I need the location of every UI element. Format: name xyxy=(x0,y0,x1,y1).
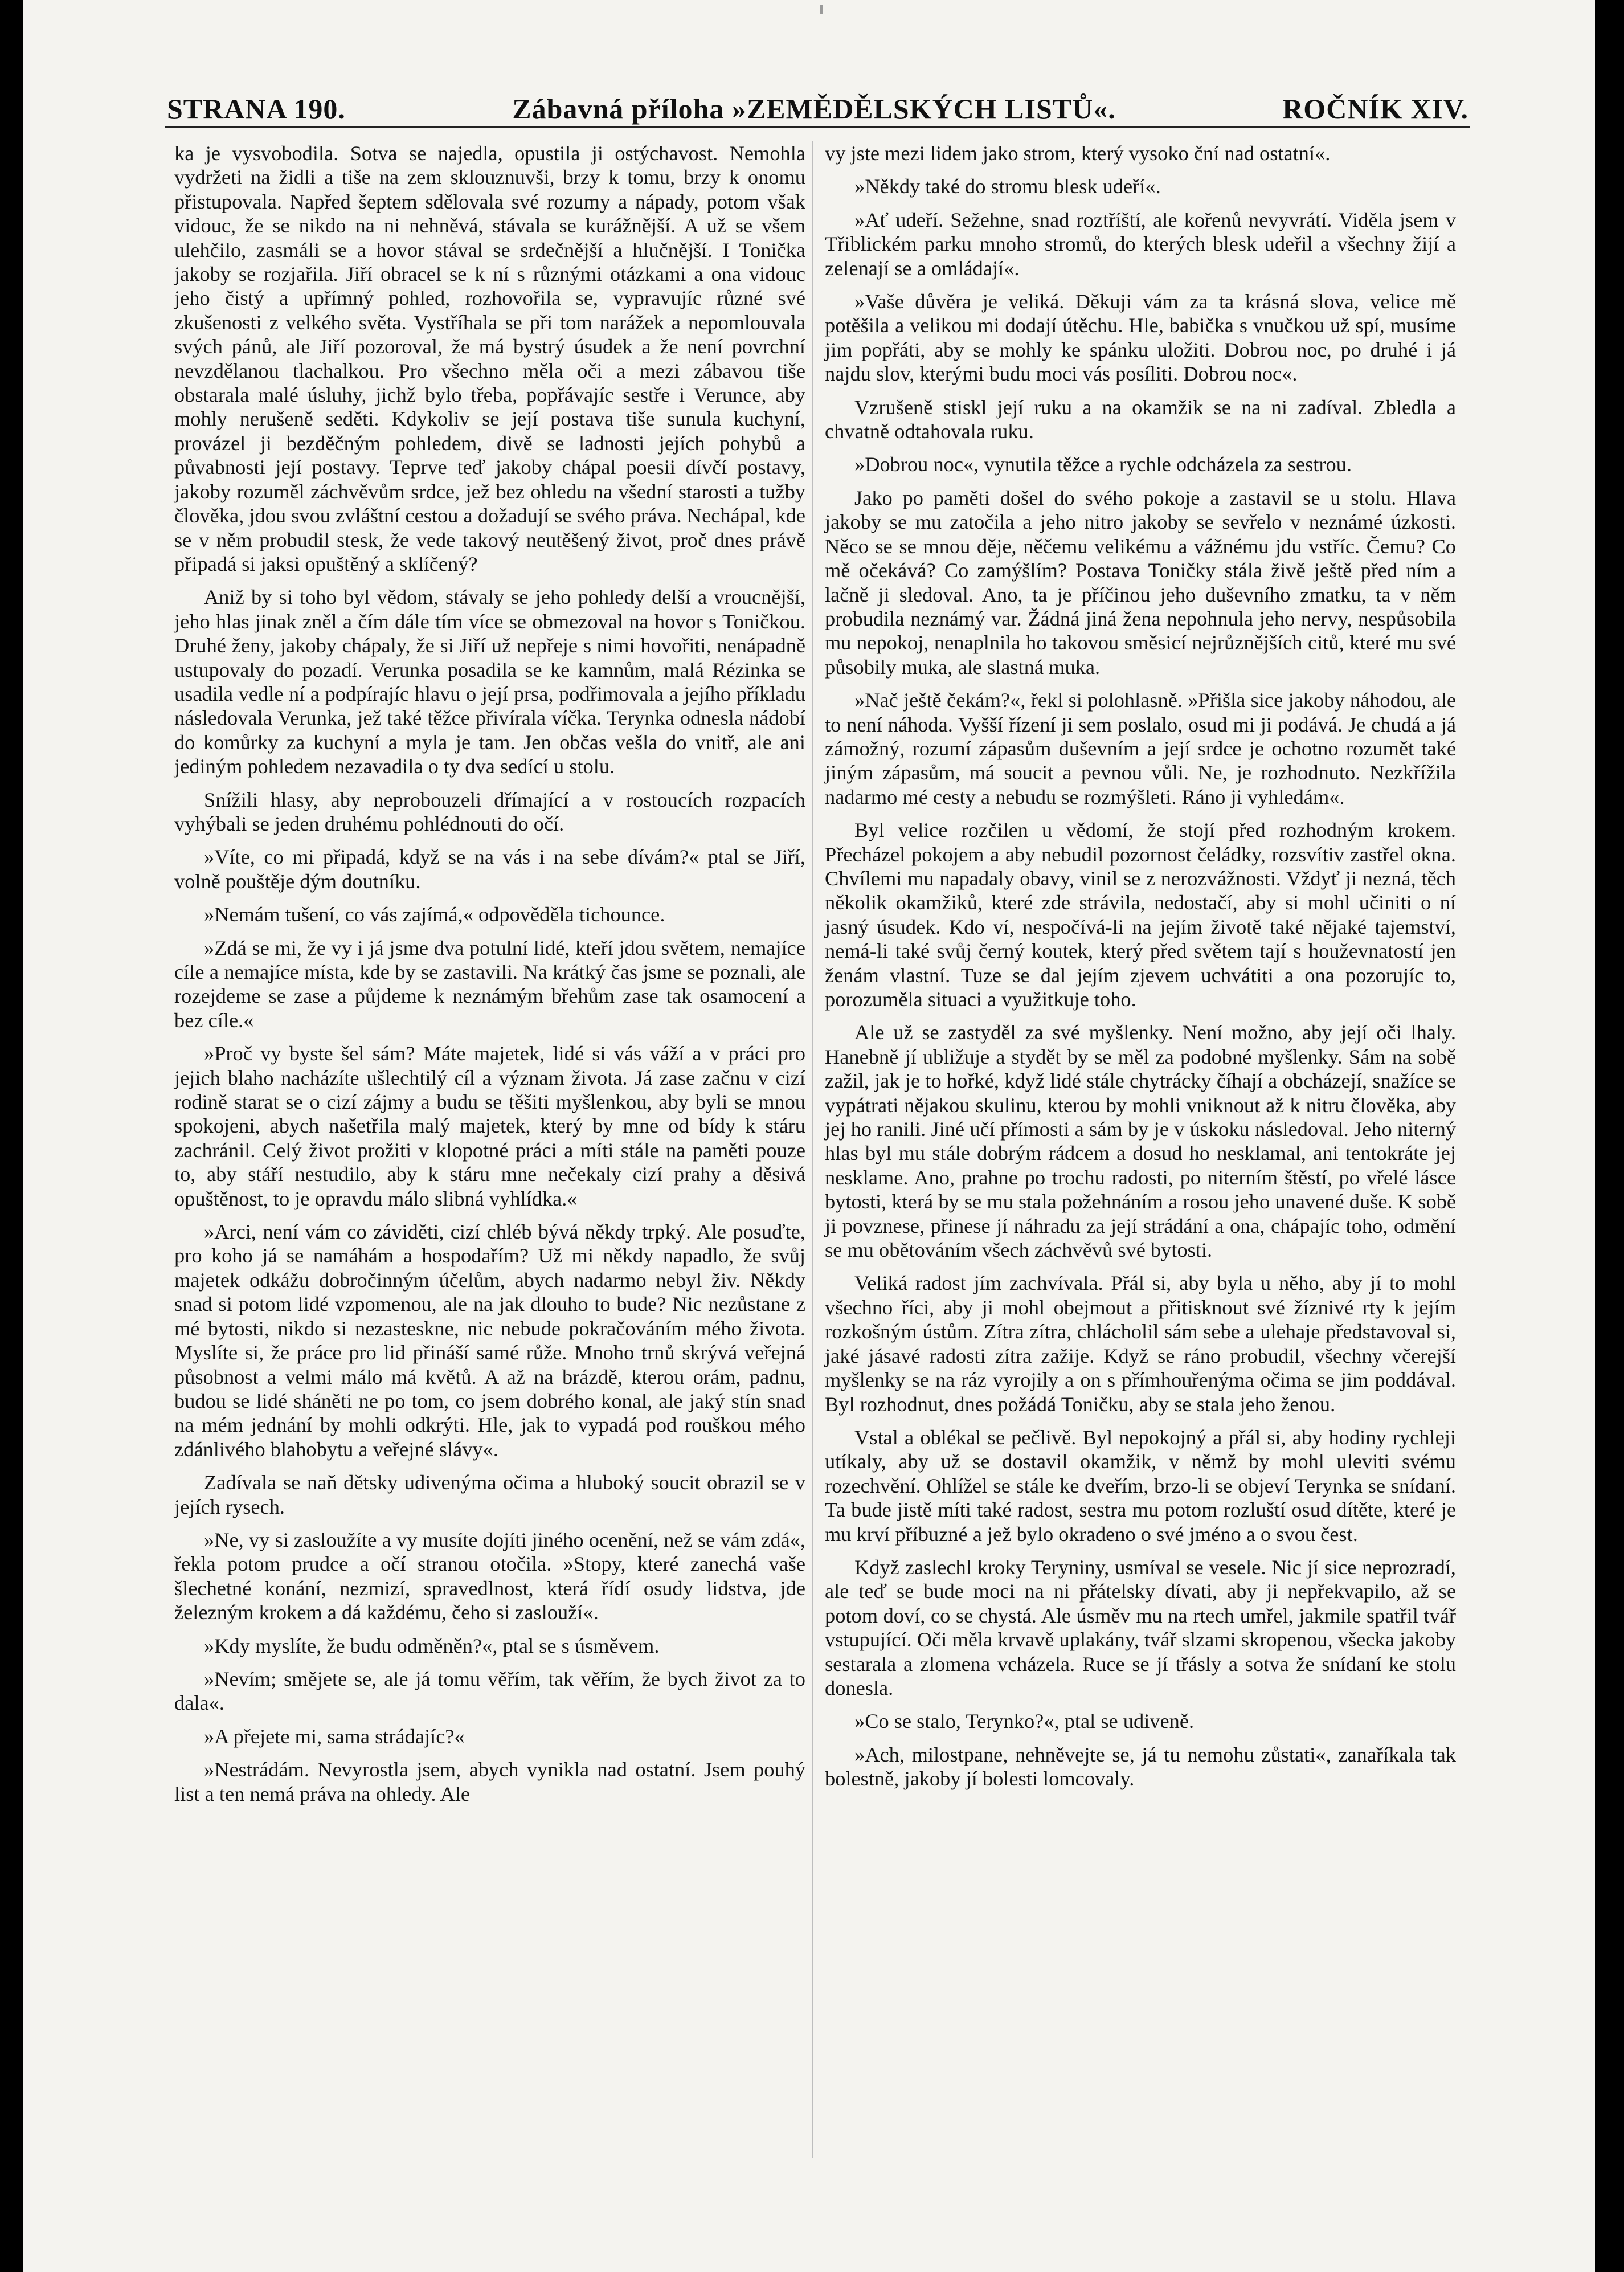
paragraph: »Vaše důvěra je veliká. Děkuji vám za ta krásná slova, velice mě potěšila a velikou mi dodají útěchu. Hle, babička s vnučkou už spí, musíme jim popřáti, aby se mohly ke spánku uložiti. Dobrou noc, po druhé i já najdu slov, kterými budu moci vás posíliti. Dobrou noc«. xyxy=(825,290,1456,386)
paragraph: Byl velice rozčilen u vědomí, že stojí před rozhodným krokem. Přecházel pokojem a aby nebudil pozornost čeládky, rozsvítiv zastřel okna. Chvílemi mu napadaly obavy, vinil se z nerozvážnosti. Vždyť ji nezná, těch několik okamžiků, které zde strávila, nedostačí, aby si mohl učiniti o ní jasný úsudek. Kdo ví, nespočívá-li na jejím životě také nějaké tajemství, nemá-li také svůj černý koutek, který před světem tají s houževnatostí jen ženám vlastní. Tuze se dal jejím zjevem uchvátiti a ona pozorujíc to, porozuměla situaci a využitkuje toho. xyxy=(825,819,1456,1011)
paragraph: ka je vysvobodila. Sotva se najedla, opustila ji ostýchavost. Nemohla vydržeti na židli a tiše na zem sklouznuvši, brzy k tomu, brzy k onomu přistupovala. Napřed šeptem sdělovala své rozumy a nápady, potom však vidouc, že se nikdo na ni nehněvá, stávala se kurážnější. A už se všem ulehčilo, zasmáli se a hovor stával se srdečnější a hlučnější. I Tonička jakoby se rozjařila. Jiří obracel se k ní s různými otázkami a ona vidouc jeho čistý a upřímný pohled, rozhovořila se, vypravujíc různé své zkušenosti z velkého světa. Vystříhala se při tom narážek a nepomlouvala svých pánů, ale Jiří pozoroval, že má bystrý úsudek a že není povrchní nevzdělanou tlachalkou. Pro všechno měla oči a mezi zábavou tiše obstarala malé úsluhy, jichž bylo třeba, popřávajíc sestře i Verunce, aby mohly nerušeně seděti. Kdykoliv se její postava tiše sunula kuchyní, provázel ji bezděčným pohledem, divě se ladnosti jejích pohybů a půvabnosti její postavy. Teprve teď jakoby chápal poesii dívčí postavy, jakoby rozuměl záchvěvům srdce, jež bez ohledu na všední starosti a tužby člověka, jdou svou zvláštní cestou a dožadují se svého práva. Nechápal, kde se v něm probudil stesk, že vede takový neutěšený život, proč dnes právě připadá si jaksi opuštěný a sklíčený? xyxy=(174,142,805,575)
paragraph: »Někdy také do stromu blesk udeří«. xyxy=(854,175,1161,198)
header-rule xyxy=(165,126,1470,128)
paragraph: »A přejete mi, sama strádajíc?« xyxy=(204,1725,465,1748)
paragraph: »Víte, co mi připadá, když se na vás i na sebe dívám?« ptal se Jiří, volně pouštěje dým doutníku. xyxy=(174,845,805,893)
paragraph: »Nestrádám. Nevyrostla jsem, abych vynikla nad ostatní. Jsem pouhý list a ten nemá práva na ohledy. Ale xyxy=(174,1758,805,1805)
paragraph: Aniž by si toho byl vědom, stávaly se jeho pohledy delší a vroucnější, jeho hlas jinak zněl a čím dále tím více se obmezoval na hovor s Toničkou. Druhé ženy, jakoby chápaly, že si Jiří už nepřeje s nimi hovořiti, nenápadně ustupovaly do pozadí. Verunka posadila se ke kamnům, malá Rézinka se usadila vedle ní a podpírajíc hlavu o její prsa, podřimovala a jejího příkladu následovala Verunka, jež také těžce přivírala víčka. Terynka odnesla nádobí do komůrky za kuchyní a myla je tam. Jen občas vešla do vnitř, ale ani jediným pohledem nezavadila o ty dva sedící u stolu. xyxy=(174,586,805,778)
paragraph: »Dobrou noc«, vynutila těžce a rychle odcházela za sestrou. xyxy=(854,453,1352,476)
print-speck xyxy=(820,5,823,14)
running-header xyxy=(167,84,1468,125)
volume-number: ROČNÍK XIV. xyxy=(1282,93,1468,125)
left-column xyxy=(174,141,805,1815)
supplement-title: Zábavná příloha »ZEMĚDĚLSKÝCH LISTŮ«. xyxy=(512,93,1116,125)
paragraph: »Nevím; smějete se, ale já tomu věřím, tak věřím, že bych život za to dala«. xyxy=(174,1667,805,1715)
paragraph: Zadívala se naň dětsky udivenýma očima a hluboký soucit obrazil se v jejích rysech. xyxy=(174,1471,805,1518)
paragraph: vy jste mezi lidem jako strom, který vysoko ční nad ostatní«. xyxy=(825,142,1331,165)
paragraph: »Zdá se mi, že vy i já jsme dva potulní lidé, kteří jdou světem, nemajíce cíle a nemajíce místa, kde by se zastavili. Na krátký čas jsme se poznali, ale rozejdeme se zase a půjdeme k neznámým břehům zase tak osamocení a bez cíle.« xyxy=(174,936,805,1032)
paragraph: Jako po paměti došel do svého pokoje a zastavil se u stolu. Hlava jakoby se mu zatočila a jeho nitro jakoby se sevřelo v neznámé úzkosti. Něco se se mnou děje, něčemu velikému a vážnému jdu vstříc. Čemu? Co mě očekává? Co zamýšlím? Postava Toničky stála živě ještě před ním a lačně ji sledoval. Ano, ta je příčinou jeho duševního zmatku, ta v něm probudila neznámý var. Žádná jiná žena nepohnula jeho nervy, nespůsobila mu nepokoj, nenaplnila ho takovou směsicí nejrůznějších citů, které mu své působily muka, ale slastná muka. xyxy=(825,486,1456,679)
paragraph: »Nač ještě čekám?«, řekl si polohlasně. »Přišla sice jakoby náhodou, ale to není náhoda. Vyšší řízení ji sem poslalo, osud mi ji podává. Je chudá a já zámožný, rozumí zápasům duševním a její srdce je ochotno rozumět také jiným zápasům, má soucit a pevnou vůli. Ne, je rozhodnuto. Nezkřížila nadarmo mé cesty a nebudu se rozmýšleti. Ráno ji vyhledám«. xyxy=(825,689,1456,808)
paragraph: »Kdy myslíte, že budu odměněn?«, ptal se s úsměvem. xyxy=(204,1634,660,1657)
paragraph: Vstal a oblékal se pečlivě. Byl nepokojný a přál si, aby hodiny rychleji utíkaly, aby už se dostavil okamžik, v němž by mohl uleviti svému rozechvění. Ohlížel se stále ke dveřím, brzo-li se objeví Terynka se snídaní. Ta bude jistě míti také radost, sestra mu potom rozluští osud dítěte, které je mu krví příbuzné a jež bylo okradeno o své jméno a o svou čest. xyxy=(825,1425,1456,1546)
paragraph: »Co se stalo, Terynko?«, ptal se udiveně. xyxy=(854,1710,1195,1733)
paragraph: Veliká radost jím zachvívala. Přál si, aby byla u něho, aby jí to mohl všechno říci, aby ji mohl obejmout a přitisknout své žíznivé rty k jejím rozkošným ústům. Zítra zítra, chlácholil sám sebe a ulehaje představoval si, jaké jásavé radosti zítra zažije. Když se ráno probudil, všechny včerejší myšlenky se na ráz vyrojily a on s přímhouřenýma očima se jim poddával. Byl rozhodnut, dnes požádá Toničku, aby se stala jeho ženou. xyxy=(825,1272,1456,1416)
paragraph: Ale už se zastyděl za své myšlenky. Není možno, aby její oči lhaly. Hanebně jí ubližuje a stydět by se měl za podobné myšlenky. Sám na sobě zažil, jak je to hořké, když lidé stále chytrácky číhají a obcházejí, snažíce se vypátrati nějakou skulinu, kterou by mohli vniknout až k nitru člověka, aby jej ho ranili. Jiné učí přímosti a sám by je v úskoku následoval. Jeho niterný hlas byl mu stále dobrým rádcem a dosud ho nesklamal, ani tentokráte jej nesklame. Ano, prahne po trochu radosti, po niterním štěstí, po vřelé lásce bytosti, která by se mu stala požehnáním a rosou jeho unavené duše. K sobě ji povznese, přinese jí náhradu za její strádání a ona, chápajíc toho, odmění se mu obětováním všech záchvěvů své bytosti. xyxy=(825,1021,1456,1262)
paragraph: »Ach, milostpane, nehněvejte se, já tu nemohu zůstati«, zanaříkala tak bolestně, jakoby jí bolesti lomcovaly. xyxy=(825,1743,1456,1791)
paragraph: »Proč vy byste šel sám? Máte majetek, lidé si vás váží a v práci pro jejich blaho nacházíte ušlechtilý cíl a význam života. Já zase začnu v cizí rodině starat se o cizí zájmy a budu se těšiti myšlenkou, aby byli se mnou spokojeni, abych našetřila malý majetek, který by mne od bídy k stáru zachránil. Celý život prožiti v klopotné práci a míti stále na paměti pouze to, aby stáří nestudilo, aby k stáru mne nečekaly cizí prahy a děsivá opuštěnost, to je opravdu málo slibná vyhlídka.« xyxy=(174,1042,805,1210)
paragraph: Vzrušeně stiskl její ruku a na okamžik se na ni zadíval. Zbledla a chvatně odtahovala ruku. xyxy=(825,395,1456,443)
paragraph: »Ať udeří. Sežehne, snad roztříští, ale kořenů nevyvrátí. Viděla jsem v Třiblickém parku mnoho stromů, do kterých blesk udeřil a všechny žijí a zelenají se a omládají«. xyxy=(825,208,1456,280)
paragraph: Snížili hlasy, aby neprobouzeli dřímající a v rostoucích rozpacích vyhýbali se jeden druhému pohlédnouti do očí. xyxy=(174,788,805,835)
paragraph: »Ne, vy si zasloužíte a vy musíte dojíti jiného ocenění, než se vám zdá«, řekla potom prudce a očí stranou otočila. »Stopy, které zanechá vaše šlechetné konání, nezmizí, spravedlnost, která řídí osudy lidstva, jde železným krokem a dá každému, čeho si zaslouží«. xyxy=(174,1528,805,1624)
paragraph: »Arci, není vám co záviděti, cizí chléb bývá někdy trpký. Ale posuďte, pro koho já se namáhám a hospodařím? Už mi někdy napadlo, že svůj majetek odkážu dobročinným účelům, abych nadarmo nebyl živ. Někdy snad si potom lidé vzpomenou, ale na jak dlouho to bude? Nic nezůstane z mé bytosti, nikdo si nezasteskne, nic nebude pokračováním mého života. Myslíte si, že práce pro lid přináší samé růže. Mnoho trnů skrývá veřejná působnost a velmi málo má květů. A až na brázdě, kterou orám, padnu, budou se lidé sháněti ne po tom, co jsem dobrého konal, ale jaký stín snad na mém jednání by mohli odkrýti. Hle, jak to vypadá pod rouškou mého zdánlivého blahobytu a veřejné slávy«. xyxy=(174,1220,805,1461)
right-column xyxy=(825,141,1456,1800)
paragraph: Když zaslechl kroky Teryniny, usmíval se vesele. Nic jí sice neprozradí, ale teď se bude moci na ni přátelsky dívati, aby ji nepřekvapilo, až se potom doví, co se chystá. Ale úsměv mu na rtech umřel, jakmile spatřil tvář vstupující. Oči měla krvavě uplakány, tvář slzami skropenou, všecka jakoby sestarala a zlomena vcházela. Ruce se jí třásly a sotva že snídaní ke stolu donesla. xyxy=(825,1555,1456,1699)
page-number: STRANA 190. xyxy=(167,93,346,125)
paragraph: »Nemám tušení, co vás zajímá,« odpověděla tichounce. xyxy=(204,903,665,926)
scan-edge xyxy=(1595,0,1624,2272)
column-divider xyxy=(812,141,813,2158)
